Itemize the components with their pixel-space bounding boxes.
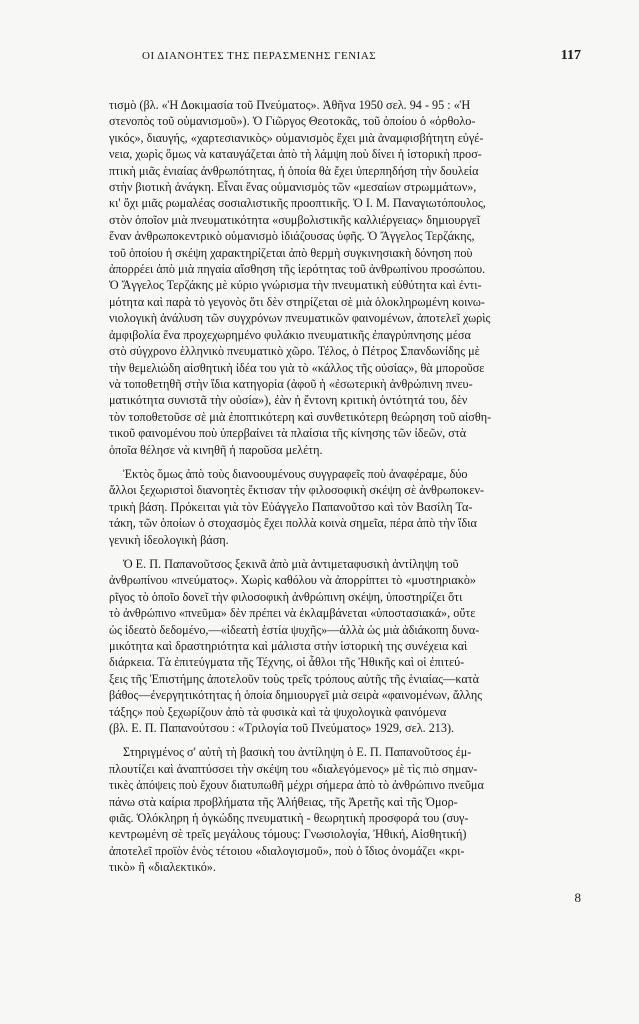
paragraph: Στηριγμένος σ' αὐτὴ τὴ βασικὴ του ἀντίληψη ὁ Ε. Π. Παπανοῦτσος ἐμ- πλουτίζει καὶ ἀναπτύσσει τὴν σκέψη του «διαλεγόμενος» μὲ τὶς πιὸ σημαν- τικὲς ἀπόψεις ποὺ ἔχουν διατυπωθῆ μέχρι σήμερα ἀπὸ τὸ ἀνθρώπινο πνεῦμα πάνω στὰ καίρια προβλήματα τῆς Ἀλήθειας, τῆς Ἀρετῆς καὶ τῆς Ὀμορ- φιᾶς. Ὁλόκληρη ἡ ὀγκώδης πνευματικὴ - θεωρητικὴ προσφορά του (συγ- κεντρωμένη σὲ τρεῖς μεγάλους τόμους: Γνωσιολογία, Ἠθική, Αἰσθητική) ἀποτελεῖ προϊὸν ἑνὸς τέτοιου «διαλογισμοῦ», ποὺ ὁ ἴδιος ὀνομάζει «κρι- τικὸ» ἢ «διαλεκτικό». <box>109 745 484 875</box>
running-head <box>112 50 581 70</box>
paragraph: Ὁ Ε. Π. Παπανοῦτσος ξεκινᾶ ἀπὸ μιὰ ἀντιμεταφυσικὴ ἀντίληψη τοῦ ἀνθρωπίνου «πνεύματος». Χωρὶς καθόλου νὰ ἀπορρίπτει τὸ «μυστηριακὸ» ρῖγος τὸ ὁποῖο δονεῖ τὴν φιλοσοφικὴ ἀνθρώπινη σκέψη, ὑποστηρίζει ὅτι τὸ ἀνθρώπινο «πνεῦμα» δὲν πρέπει νὰ ἐκλαμβάνεται «ὑποστασιακά», οὔτε ὡς ἰδεατὸ δεδομένο,—«ἰδεατὴ ἑστία ψυχῆς»—ἀλλὰ ὡς μιὰ ἀδιάκοπη δυνα- μικότητα καὶ δραστηριότητα καὶ μάλιστα στὴν ἱστορικὴ της συνέχεια καὶ διάρκεια. Τὰ ἐπιτεύγματα τῆς Τέχνης, οἱ ἆθλοι τῆς Ἠθικῆς καὶ οἱ ἐπιτεύ- ξεις τῆς Ἐπιστήμης ἀποτελοῦν τοὺς τρεῖς τρόπους αὐτῆς τῆς ἑνιαίας—κατὰ βάθος—ἐνεργητικότητας ἡ ὁποία δημιουργεῖ μιὰ σειρὰ «φαινομένων, ἄλλης τάξης» ποὺ ξεχωρίζουν ἀπὸ τὰ φυσικὰ καὶ τὰ ψυχολογικὰ φαινόμενα (βλ. Ε. Π. Παπανούτσου : «Τριλογία τοῦ Πνεύματος» 1929, σελ. 213). <box>109 556 483 736</box>
running-title: ΟΙ ΔΙΑΝΟΗΤΕΣ ΤΗΣ ΠΕΡΑΣΜΕΝΗΣ ΓΕΝΙΑΣ <box>142 50 377 62</box>
paragraph: Ἐκτὸς ὅμως ἀπὸ τοὺς διανοουμένους συγγραφεῖς ποὺ ἀναφέραμε, δύο ἄλλοι ξεχωριστοὶ διανοητὲς ἔκτισαν τὴν φιλοσοφικὴ σκέψη σὲ ἀνθρωποκεν- τρικὴ βάση. Πρόκειται γιὰ τὸν Εὐάγγελο Παπανοῦτσο καὶ τὸν Βασίλη Τα- τάκη, τῶν ὁποίων ὁ στοχασμὸς ἔχει πολλὰ κοινὰ σημεῖα, πέρα ἀπὸ τὴν ἴδια γενικὴ ἰδεολογικὴ βάση. <box>109 466 485 547</box>
body-text <box>109 97 578 876</box>
page-number: 117 <box>560 48 581 63</box>
signature-mark: 8 <box>574 890 581 905</box>
paragraph: τισμὸ (βλ. «Ἡ Δοκιμασία τοῦ Πνεύματος». Ἀθῆνα 1950 σελ. 94 - 95 : «Ἡ στενοπὸς τοῦ οὑμανισμοῦ»). Ὁ Γιῶργος Θεοτοκᾶς, τοῦ ὁποίου ὁ «ὀρθολο- γικός», διαυγής, «χαρτεσιανικὸς» οὑμανισμὸς ἔχει μιὰ ἀναμφισβήτητη εὐγέ- νεια, χωρὶς ὅμως νὰ καταυγάζεται ἀπὸ τὴ λάμψη ποὺ δίνει ἡ ἱστορικὴ προσ- πτικὴ μιᾶς ἑνιαίας ἀνθρωπότητας, ἡ ὁποία θὰ ἔχει ὑπερπηδήση τὴν δουλεία στὴν βιοτικὴ ἀνάγκη. Εἶναι ἕνας οὑμανισμὸς τῶν «μεσαίων στρωμμάτων», κι' ὄχι μιᾶς ρωμαλέας σοσιαλιστικῆς προοπτικῆς. Ὁ Ι. Μ. Παναγιωτόπουλος, στὸν ὁποῖον μιὰ πνευματικότητα «συμβολιστικῆς καλλιέργειας» δημιουργεῖ ἕναν ἀνθρωποκεντρικὸ οὑμανισμὸ ἰδιάζουσας ὑφῆς. Ὁ Ἄγγελος Τερζάκης, τοῦ ὁποίου ἡ σκέψη χαρακτηρίζεται ἀπὸ θερμὴ συγκινησιακὴ δόνηση ποὺ ἀπορρέει ἀπὸ μιὰ πηγαία αἴσθηση τῆς ἱερότητας τοῦ ἀνθρωπίνου προσώπου. Ὁ Ἄγγελος Τερζάκης μὲ κύριο γνώρισμα τὴν πνευματικὴ εὐθύτητα καὶ ἐντι- μότητα καὶ παρὰ τὸ γεγονὸς ὅτι δὲν στηρίζεται σὲ μιὰ ὁλοκληρωμένη κοινω- νιολογικὴ ἀνάλυση τῶν συγχρόνων πνευματικῶν φαινομένων, ἀποτελεῖ χωρὶς ἀμφιβολία ἕνα προχεχωρημένο φυλάκιο πνευματικῆς ἐπαγρύπνησης μέσα στὸ σύγχρονο ἑλληνικὸ πνευματικὸ χῶρο. Τέλος, ὁ Πέτρος Σπανδωνίδης μὲ τὴν θεμελιώδη αἰσθητικὴ ἰδέα του γιὰ τὸ «κάλλος τῆς οὐσίας», θὰ μποροῦσε νὰ τοποθετηθῆ στὴν ἴδια κατηγορία (ἀφοῦ ἡ «ἐσωτερικὴ ἀνθρώπινη πνευ- ματικότητα συνιστᾶ τὴν οὐσία»), ἐὰν ἡ ἔντονη κριτικὴ ὀντότητά του, δὲν τὸν τοποθετοῦσε σὲ μιὰ ἐποπτικότερη καὶ συνθετικότερη θεώρηση τοῦ αἰσθη- τικοῦ φαινομένου ποὺ ὑπερβαίνει τὰ πλαίσια τῆς κίνησης τῶν ἰδεῶν, στὰ ὁποῖα θέλησε νὰ κινηθῆ ἡ παροῦσα μελέτη. <box>109 98 492 457</box>
